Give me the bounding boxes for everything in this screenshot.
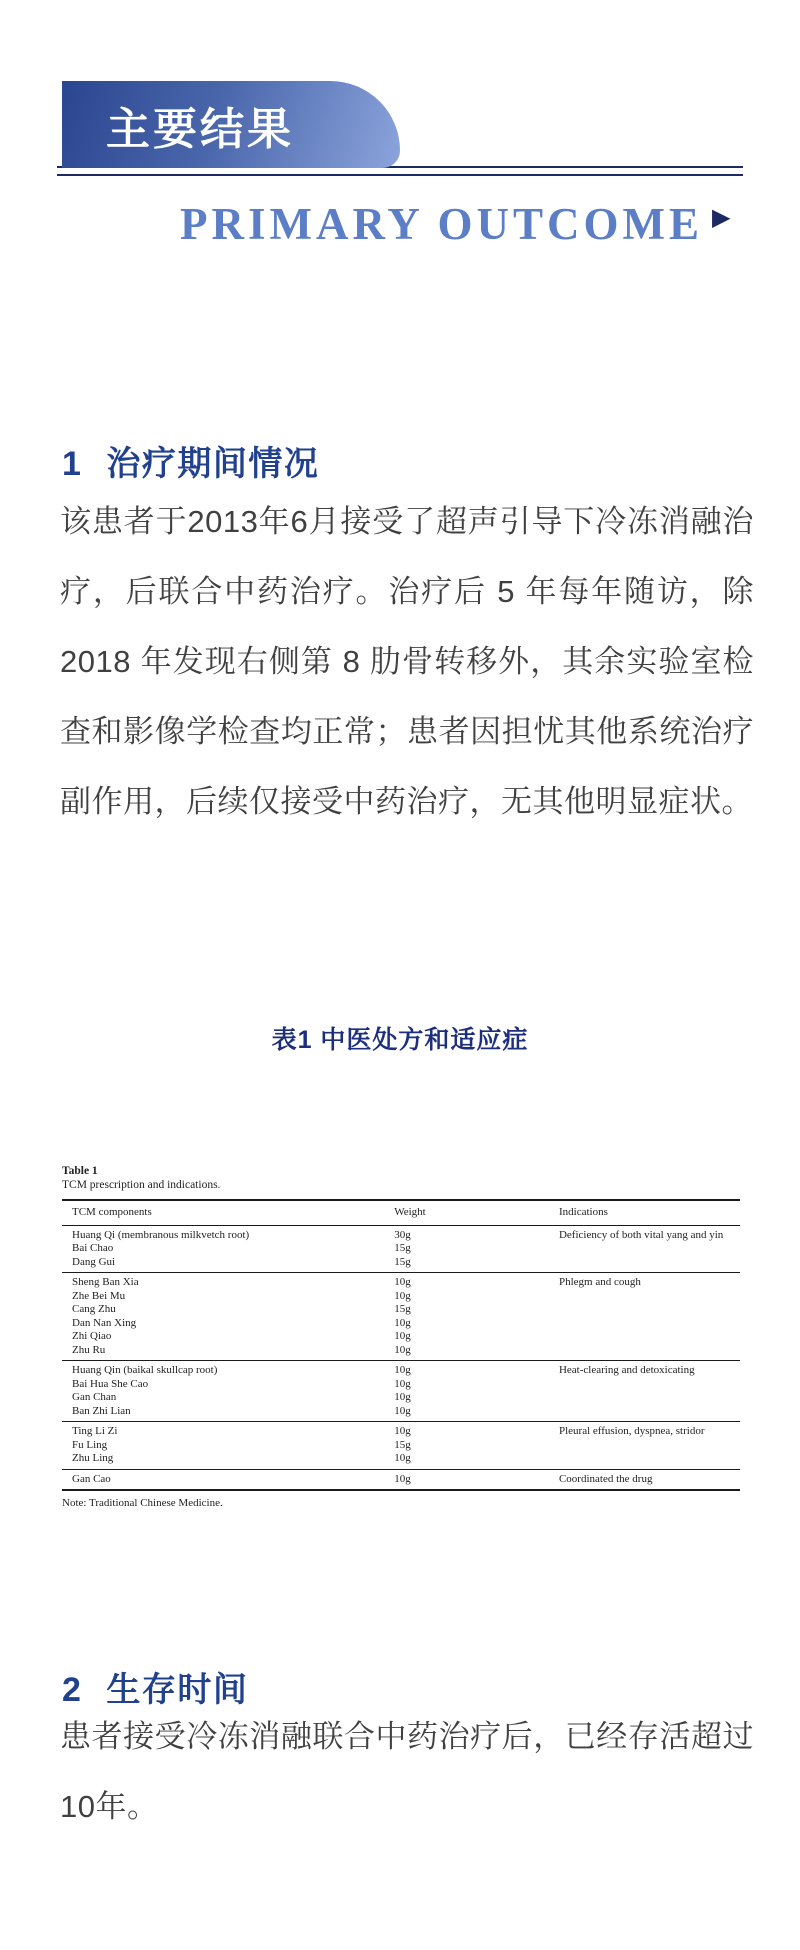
section-title: 治疗期间情况: [106, 445, 320, 483]
section-1-paragraph: 该患者于2013年6月接受了超声引导下冷冻消融治疗，后联合中药治疗。治疗后 5 年每年随访，除 2018 年发现右侧第 8 肋骨转移外，其余实验室检查和影像学检查均正常；患者因担忧其他系统治疗副作用，后续仅接受中药治疗，无其他明显症状。: [60, 504, 754, 819]
table-row: [62, 1422, 740, 1439]
component-cell: Gan Cao: [72, 1472, 111, 1485]
weight-cell: 15g: [394, 1438, 411, 1451]
component-cell: Zhu Ru: [72, 1343, 106, 1356]
tcm-table-figure: [62, 1164, 740, 1510]
indication-cell: [559, 1439, 740, 1453]
weight-cell: 15g: [394, 1242, 411, 1254]
table-row: [62, 1391, 740, 1405]
component-cell: Ting Li Zi: [72, 1425, 118, 1437]
table-row: [62, 1290, 740, 1304]
weight-cell: 10g: [394, 1330, 411, 1342]
table-row: [62, 1469, 740, 1490]
primary-outcome-title: PRIMARY OUTCOME: [180, 199, 703, 249]
table-row: [62, 1361, 740, 1378]
component-cell: Bai Hua She Cao: [72, 1377, 149, 1390]
table-row: [62, 1452, 740, 1469]
indication-cell: [559, 1344, 740, 1361]
component-cell: Fu Ling: [72, 1438, 108, 1451]
weight-cell: 10g: [394, 1391, 411, 1403]
component-cell: Huang Qin (baikal skullcap root): [72, 1364, 218, 1376]
weight-cell: 10g: [394, 1364, 411, 1376]
table-row: [62, 1256, 740, 1273]
table-group: [62, 1361, 740, 1422]
table-row: [62, 1439, 740, 1453]
table-row: [62, 1317, 740, 1331]
indication-cell: [559, 1405, 740, 1422]
indication-cell: [559, 1378, 740, 1392]
section-2-paragraph: 患者接受冷冻消融联合中药治疗后，已经存活超过10年。: [60, 1719, 754, 1824]
table-row: [62, 1405, 740, 1422]
table-header-row: [62, 1200, 740, 1225]
table-row: [62, 1273, 740, 1290]
weight-cell: 10g: [394, 1377, 411, 1390]
indication-cell: Pleural effusion, dyspnea, stridor: [558, 1425, 705, 1437]
component-cell: Ban Zhi Lian: [72, 1404, 131, 1417]
indication-cell: Deficiency of both vital yang and yin: [558, 1228, 724, 1241]
component-cell: Dang Gui: [72, 1255, 116, 1268]
indication-cell: [559, 1303, 740, 1317]
indication-cell: [559, 1290, 740, 1304]
component-cell: Cang Zhu: [72, 1303, 116, 1315]
weight-cell: 10g: [394, 1425, 411, 1437]
component-cell: Gan Chan: [72, 1391, 117, 1403]
table-group: [62, 1225, 740, 1273]
table-row: [62, 1225, 740, 1242]
component-cell: Huang Qi (membranous milkvetch root): [72, 1228, 250, 1241]
table-subtitle: TCM prescription and indications.: [62, 1179, 221, 1191]
component-cell: Zhi Qiao: [72, 1330, 112, 1342]
column-header-indications: Indications: [559, 1200, 740, 1225]
section-title: 生存时间: [106, 1671, 249, 1709]
table-group: [62, 1273, 740, 1361]
primary-outcome-banner: [62, 81, 400, 168]
table-row: [62, 1242, 740, 1256]
indication-cell: [559, 1317, 740, 1331]
indication-cell: Heat-clearing and detoxicating: [558, 1364, 695, 1376]
section-number: 1: [62, 445, 83, 483]
indication-cell: Coordinated the drug: [558, 1472, 653, 1485]
weight-cell: 10g: [394, 1276, 411, 1288]
indication-cell: [559, 1330, 740, 1344]
component-cell: Bai Chao: [72, 1242, 114, 1254]
table-row: [62, 1303, 740, 1317]
table-caption: 表1 中医处方和适应症: [271, 1026, 529, 1054]
column-header-weight: Weight: [394, 1200, 559, 1225]
table-note: Note: Traditional Chinese Medicine.: [62, 1497, 223, 1509]
section-number: 2: [62, 1671, 83, 1709]
table-row: [62, 1344, 740, 1361]
weight-cell: 10g: [394, 1452, 411, 1464]
table-row: [62, 1330, 740, 1344]
column-header-components: TCM components: [62, 1200, 394, 1225]
table-group: [62, 1469, 740, 1490]
table-row: [62, 1378, 740, 1392]
indication-cell: [559, 1391, 740, 1405]
component-cell: Zhu Ling: [72, 1452, 114, 1464]
indication-cell: [559, 1242, 740, 1256]
weight-cell: 10g: [394, 1316, 411, 1329]
table-title: Table 1: [62, 1165, 98, 1177]
play-arrow-icon: ▶: [712, 203, 731, 231]
indication-cell: Phlegm and cough: [558, 1276, 641, 1288]
component-cell: Zhe Bei Mu: [72, 1289, 126, 1302]
weight-cell: 10g: [394, 1472, 411, 1485]
weight-cell: 15g: [394, 1255, 411, 1268]
section-1-heading: [62, 436, 319, 485]
weight-cell: 10g: [394, 1343, 411, 1356]
weight-cell: 10g: [394, 1404, 411, 1417]
weight-cell: 30g: [394, 1228, 411, 1241]
indication-cell: [559, 1256, 740, 1273]
banner-title: 主要结果: [106, 103, 294, 155]
weight-cell: 10g: [394, 1289, 411, 1302]
weight-cell: 15g: [394, 1303, 411, 1315]
component-cell: Sheng Ban Xia: [72, 1276, 139, 1288]
indication-cell: [559, 1452, 740, 1469]
component-cell: Dan Nan Xing: [72, 1316, 137, 1329]
table-group: [62, 1422, 740, 1470]
tcm-table: [62, 1199, 740, 1491]
